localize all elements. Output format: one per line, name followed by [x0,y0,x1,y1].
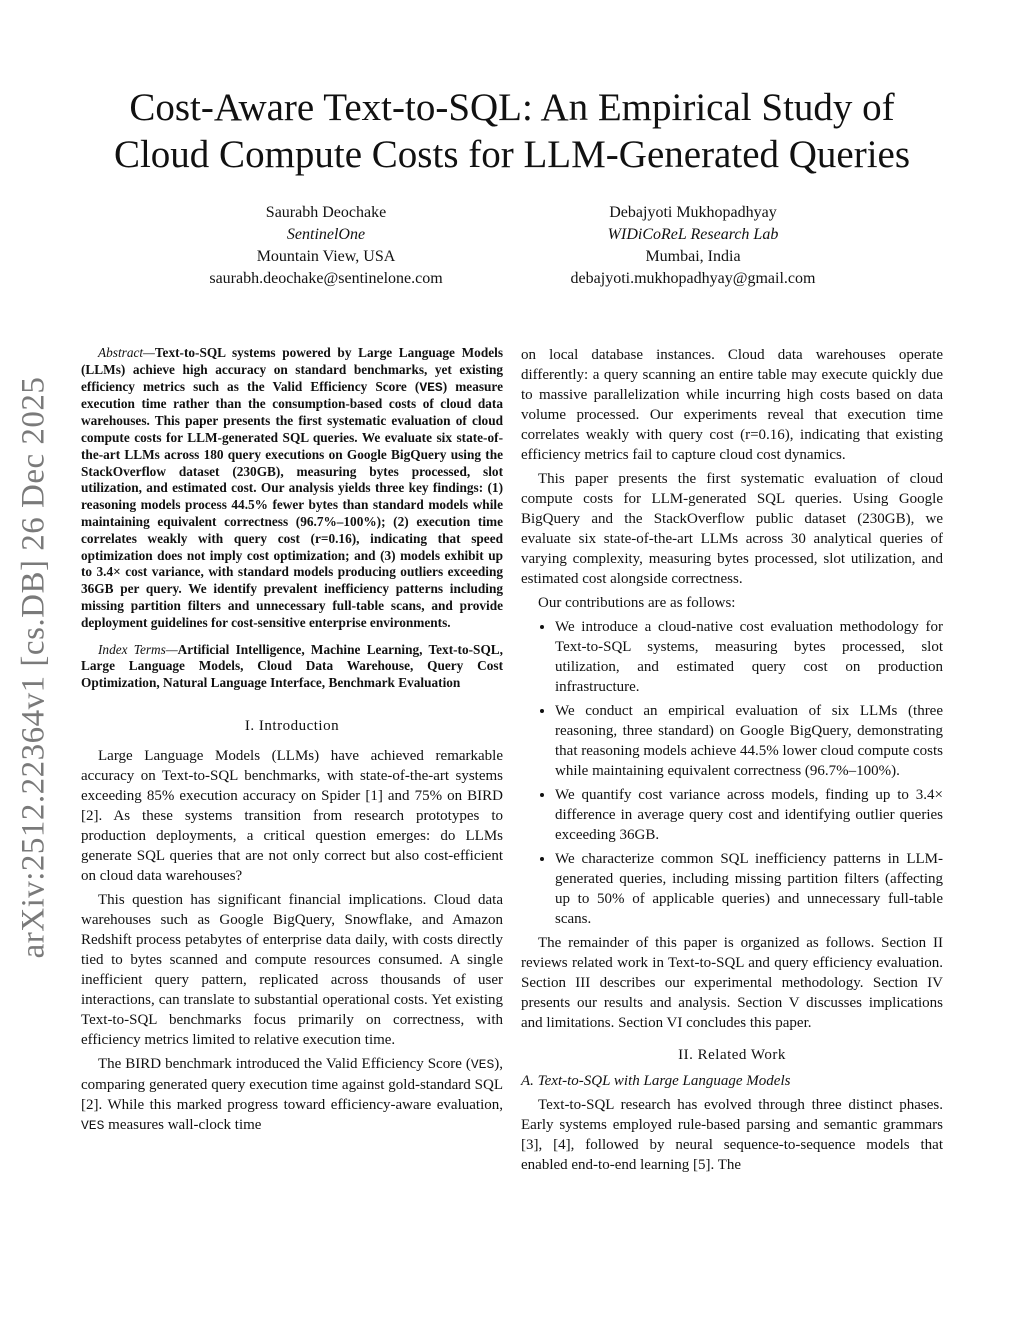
author-name: Saurabh Deochake [265,204,387,221]
author-block-2 [503,202,883,290]
index-terms-label: Index Terms— [98,641,178,657]
abstract-ves-code: VES [419,379,443,395]
title-line-1: Cost-Aware Text-to-SQL: An Empirical Study of [129,86,895,129]
intro-paragraph-3 [81,1054,503,1136]
index-terms [81,642,503,692]
arxiv-sidebar-stamp [10,375,58,960]
arxiv-id: arXiv:2512.22364v1 [cs.DB] 26 Dec 2025 [15,376,52,959]
intro-paragraph-7: The remainder of this paper is organized as follows. Section II reviews related work in Text-to-SQL and query efficiency evaluation. Section III describes our experimental methodology. Section IV presents our results and analysis. Section V discusses implications and limitations. Section VI concludes this paper. [521,935,943,1031]
intro-p3-ves-code-1: VES [470,1056,495,1072]
contribution-item: • We conduct an empirical evaluation of six LLMs (three reasoning, three standard) on Google BigQuery, demonstrating that reasoning models achieve 44.5% lower cloud compute costs while maintaining equivalent correctness (96.7%–100%). [555,701,943,781]
author-location: Mumbai, India [645,248,741,265]
author-affiliation: WIDiCoReL Research Lab [607,226,779,243]
author-email: saurabh.deochake@sentinelone.com [209,270,443,287]
intro-paragraph-5: This paper presents the first systematic evaluation of cloud compute costs for LLM-generated SQL queries. Using Google BigQuery and the StackOverflow public dataset (230GB), we evaluate six state-of-the-art LLMs across 30 analytical queries of varying complexity, measuring bytes processed, slot utilization, and estimated cost alongside correctness. [521,471,943,587]
index-terms-text: Artificial Intelligence, Machine Learning, Text-to-SQL, Large Language Models, Cloud Data Warehouse, Query Cost Optimization, Natural Language Interface, Benchmark Evaluation [81,641,503,691]
abstract-text-2: ) measure execution time rather than the consumption-based costs of cloud data warehouses. This paper presents the first systematic evaluation of cloud compute costs for LLM-generated SQL queries. We evaluate six state-of-the-art LLMs across 180 query executions on Google BigQuery using the StackOverflow dataset (230GB), measuring bytes processed, slot utilization, and estimated cost. Our analysis yields three key findings: (1) reasoning models process 44.5% fewer bytes than standard models while maintaining equivalent correctness (96.7%–100%); (2) execution time correlates weakly with query cost (r=0.16), indicating that speed optimization does not imply cost optimization; and (3) models exhibit up to 3.4× cost variance, with standard models producing outliers exceeding 36GB per query. We identify prevalent inefficiency patterns including missing partition filters and unnecessary full-table scans, and provide deployment guidelines for cost-sensitive enterprise environments. [81,378,503,630]
contributions-intro: Our contributions are as follows: [538,595,736,611]
abstract-label: Abstract— [98,345,155,360]
title-line-2: Cloud Compute Costs for LLM-Generated Queries [113,133,911,176]
intro-p3-text-a: The BIRD benchmark introduced the Valid Efficiency Score ( [98,1055,471,1072]
related-paragraph-1: Text-to-SQL research has evolved through three distinct phases. Early systems employed rule-based parsing and semantic grammars [3], [4], followed by neural sequence-to-sequence models that enabled end-to-end learning [5]. The [521,1097,943,1173]
subsection-2a-heading: A. Text-to-SQL with Large Language Models [521,1073,791,1089]
left-column [81,345,503,1140]
contribution-item: • We quantify cost variance across models, finding up to 3.4× difference in average query cost and identifying outlier queries exceeding 36GB. [555,785,943,845]
author-name: Debajyoti Mukhopadhyay [609,204,777,221]
author-location: Mountain View, USA [256,248,396,265]
author-block-1 [136,202,516,290]
author-email: debajyoti.mukhopadhyay@gmail.com [570,270,816,287]
contribution-item: • We introduce a cloud-native cost evaluation methodology for Text-to-SQL systems, measuring bytes processed, slot utilization, and estimated query cost on production infrastructure. [555,617,943,697]
intro-p3-ves-code-2: VES [81,1117,105,1133]
intro-paragraph-2: This question has significant financial implications. Cloud data warehouses such as Google BigQuery, Snowflake, and Amazon Redshift process petabytes of enterprise data daily, with costs directly tied to bytes scanned and compute resources consumed. A single inefficient query pattern, replicated across thousands of user interactions, can translate to substantial operational costs. Yet existing Text-to-SQL benchmarks focus primarily on correctness, with efficiency metrics limited to relative execution time. [81,891,503,1048]
intro-paragraph-4: on local database instances. Cloud data warehouses operate differently: a query scanning an entire table may execute quickly due to massive parallelization while incurring high costs based on data volume processed. Our experiments reveal that execution time correlates weakly with query cost (r=0.16), indicating that existing efficiency metrics fail to capture cloud cost dynamics. [521,347,943,463]
section-1-heading: I. Introduction [244,717,340,734]
abstract [81,345,503,632]
author-affiliation: SentinelOne [286,226,366,243]
right-column [521,345,943,1179]
intro-paragraph-1: Large Language Models (LLMs) have achieved remarkable accuracy on Text-to-SQL benchmarks, with state-of-the-art systems exceeding 85% execution accuracy on Spider [1] and 75% on BIRD [2]. As these systems transition from research prototypes to production deployments, a critical question emerges: do LLMs generate SQL queries that are not only correct but also cost-efficient on cloud data warehouses? [81,747,503,884]
intro-p3-text-b: ), comparing generated query execution time against gold-standard SQL [2]. While this marked progress toward efficiency-aware evaluation, [81,1055,503,1113]
section-2-heading: II. Related Work [678,1047,786,1063]
paper-title [60,84,964,178]
intro-p3-text-c: measures wall-clock time [104,1116,262,1133]
contribution-item: • We characterize common SQL inefficiency patterns in LLM-generated queries, including missing partition filters (affecting up to 50% of applicable queries) and unnecessary full-table scans. [555,849,943,929]
contributions-list [521,617,943,929]
abstract-text-1: Text-to-SQL systems powered by Large Language Models (LLMs) achieve high accuracy on standard benchmarks, yet existing efficiency metrics such as the Valid Efficiency Score ( [81,345,503,394]
